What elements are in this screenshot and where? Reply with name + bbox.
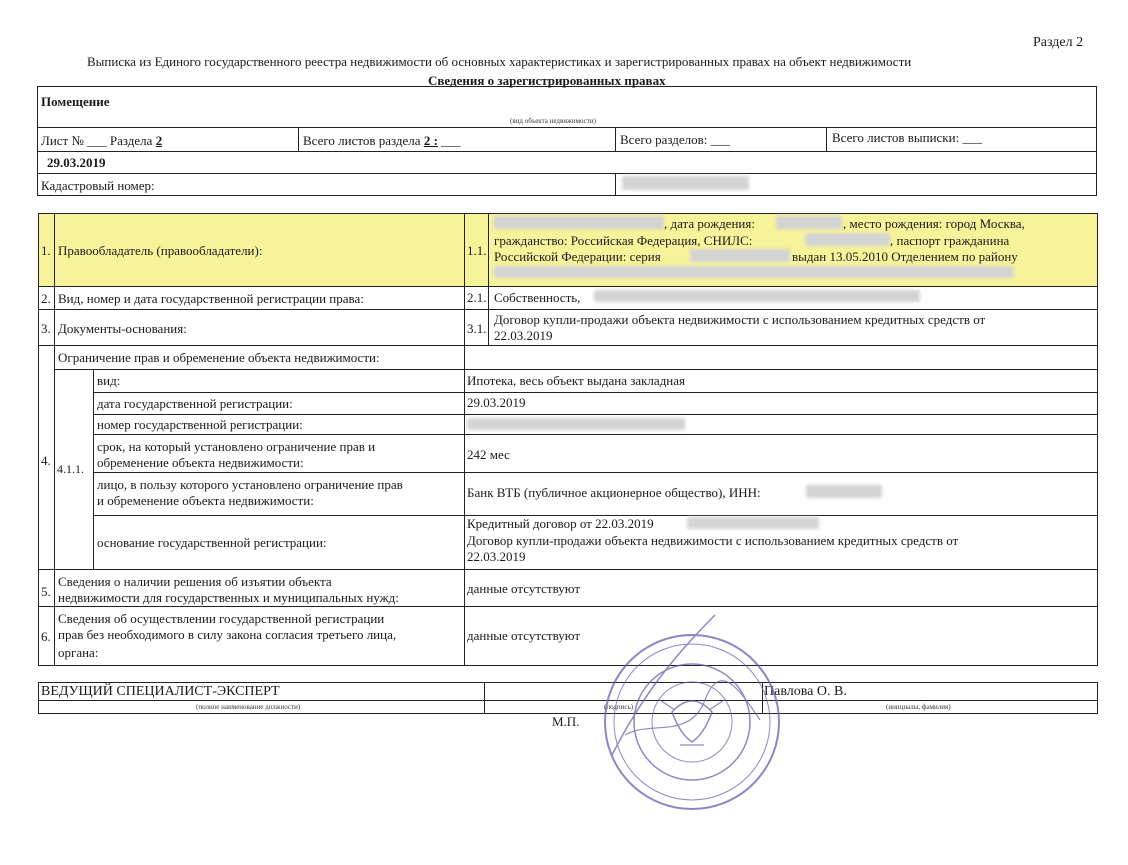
row-6-value: данные отсутствуют [467,628,581,643]
object-kind-caption: (вид объекта недвижимости) [510,117,596,125]
row-4-sub: 4.1.1. [57,462,84,476]
row-3-label: Документы-основания: [58,321,187,336]
row-3-number: 3. [41,321,51,336]
encumbrance-date-value: 29.03.2019 [467,395,526,410]
encumbrance-kind-value: Ипотека, весь объект выдана закладная [467,373,686,388]
row-1-label: Правообладатель (правообладатели): [58,243,263,258]
object-kind: Помещение [41,94,110,109]
row-3-value-line1: Договор купли-продажи объекта недвижимости с использованием кредитных средств от [494,312,986,327]
row-2-value: Собственность, [494,290,581,305]
sign-caption: (подпись) [604,703,634,711]
row-6-label-1: Сведения об осуществлении государственной регистрации [58,611,385,626]
encumbrance-term-label-1: срок, на который установлено ограничение прав и [97,439,376,454]
total-sheets-section: Всего листов раздела 2 : ___ [303,133,461,148]
stamp-place: М.П. [552,714,580,729]
row-6-label-3: органа: [58,645,99,660]
position-caption: (полное наименование должности) [196,703,301,711]
encumbrance-term-value: 242 мес [467,447,510,462]
encumbrance-person-label-1: лицо, в пользу которого установлено ограничение прав [97,477,403,492]
row-2-number: 2. [41,291,51,306]
owner-passport-label: , паспорт гражданина [890,233,1010,248]
owner-birth-label: , дата рождения: [664,216,755,231]
section-label: Раздел 2 [1033,35,1084,50]
encumbrance-date-label: дата государственной регистрации: [97,396,293,411]
row-6-number: 6. [41,629,51,644]
encumbrance-basis-value-3: 22.03.2019 [467,549,526,564]
owner-citizenship: гражданство: Российская Федерация, СНИЛС: [494,233,753,248]
row-6-label-2: прав без необходимого в силу закона согласия третьего лица, [58,627,397,642]
sheet-number: Лист № ___ Раздела 2 [41,133,163,148]
row-5-value: данные отсутствуют [467,581,581,596]
row-3-value-line2: 22.03.2019 [494,328,553,343]
encumbrance-person-label-2: и обременение объекта недвижимости: [97,493,314,508]
document-subtitle: Сведения о зарегистрированных правах [428,73,666,88]
total-sections: Всего разделов: ___ [620,132,731,147]
document-title: Выписка из Единого государственного реестра недвижимости об основных характеристиках и зарегистрированных правах на объект недвижимости [87,54,912,69]
extract-date: 29.03.2019 [47,155,106,170]
row-5-number: 5. [41,584,51,599]
row-5-label-2: недвижимости для государственных и муниципальных нужд: [58,590,399,605]
row-3-sub: 3.1. [467,321,487,336]
encumbrance-term-label-2: обременение объекта недвижимости: [97,455,304,470]
encumbrance-basis-label: основание государственной регистрации: [97,535,327,550]
encumbrance-basis-value-1: Кредитный договор от 22.03.2019 [467,516,654,531]
signer-name: Павлова О. В. [764,684,847,699]
cadastral-label: Кадастровый номер: [41,178,155,193]
row-4-number: 4. [41,453,51,468]
encumbrance-basis-value-2: Договор купли-продажи объекта недвижимости с использованием кредитных средств от [467,533,959,548]
owner-birthplace: , место рождения: город Москва, [843,216,1025,231]
row-2-sub: 2.1. [467,290,487,305]
encumbrance-kind-label: вид: [97,373,121,388]
encumbrance-person-value: Банк ВТБ (публичное акционерное общество), ИНН: [467,485,761,500]
total-sheets-extract: Всего листов выписки: ___ [832,130,982,145]
row-1-sub: 1.1. [467,243,487,258]
owner-passport-issued: выдан 13.05.2010 Отделением по району [792,249,1018,264]
signer-position: ВЕДУЩИЙ СПЕЦИАЛИСТ-ЭКСПЕРТ [41,684,280,699]
name-caption: (инициалы, фамилия) [886,703,951,711]
row-1-number: 1. [41,243,51,258]
row-5-label-1: Сведения о наличии решения об изъятии объекта [58,574,332,589]
encumbrance-number-label: номер государственной регистрации: [97,417,303,432]
row-2-label: Вид, номер и дата государственной регистрации права: [58,291,364,306]
row-4-label: Ограничение прав и обременение объекта недвижимости: [58,350,380,365]
owner-passport-series: Российской Федерации: серия [494,249,661,264]
